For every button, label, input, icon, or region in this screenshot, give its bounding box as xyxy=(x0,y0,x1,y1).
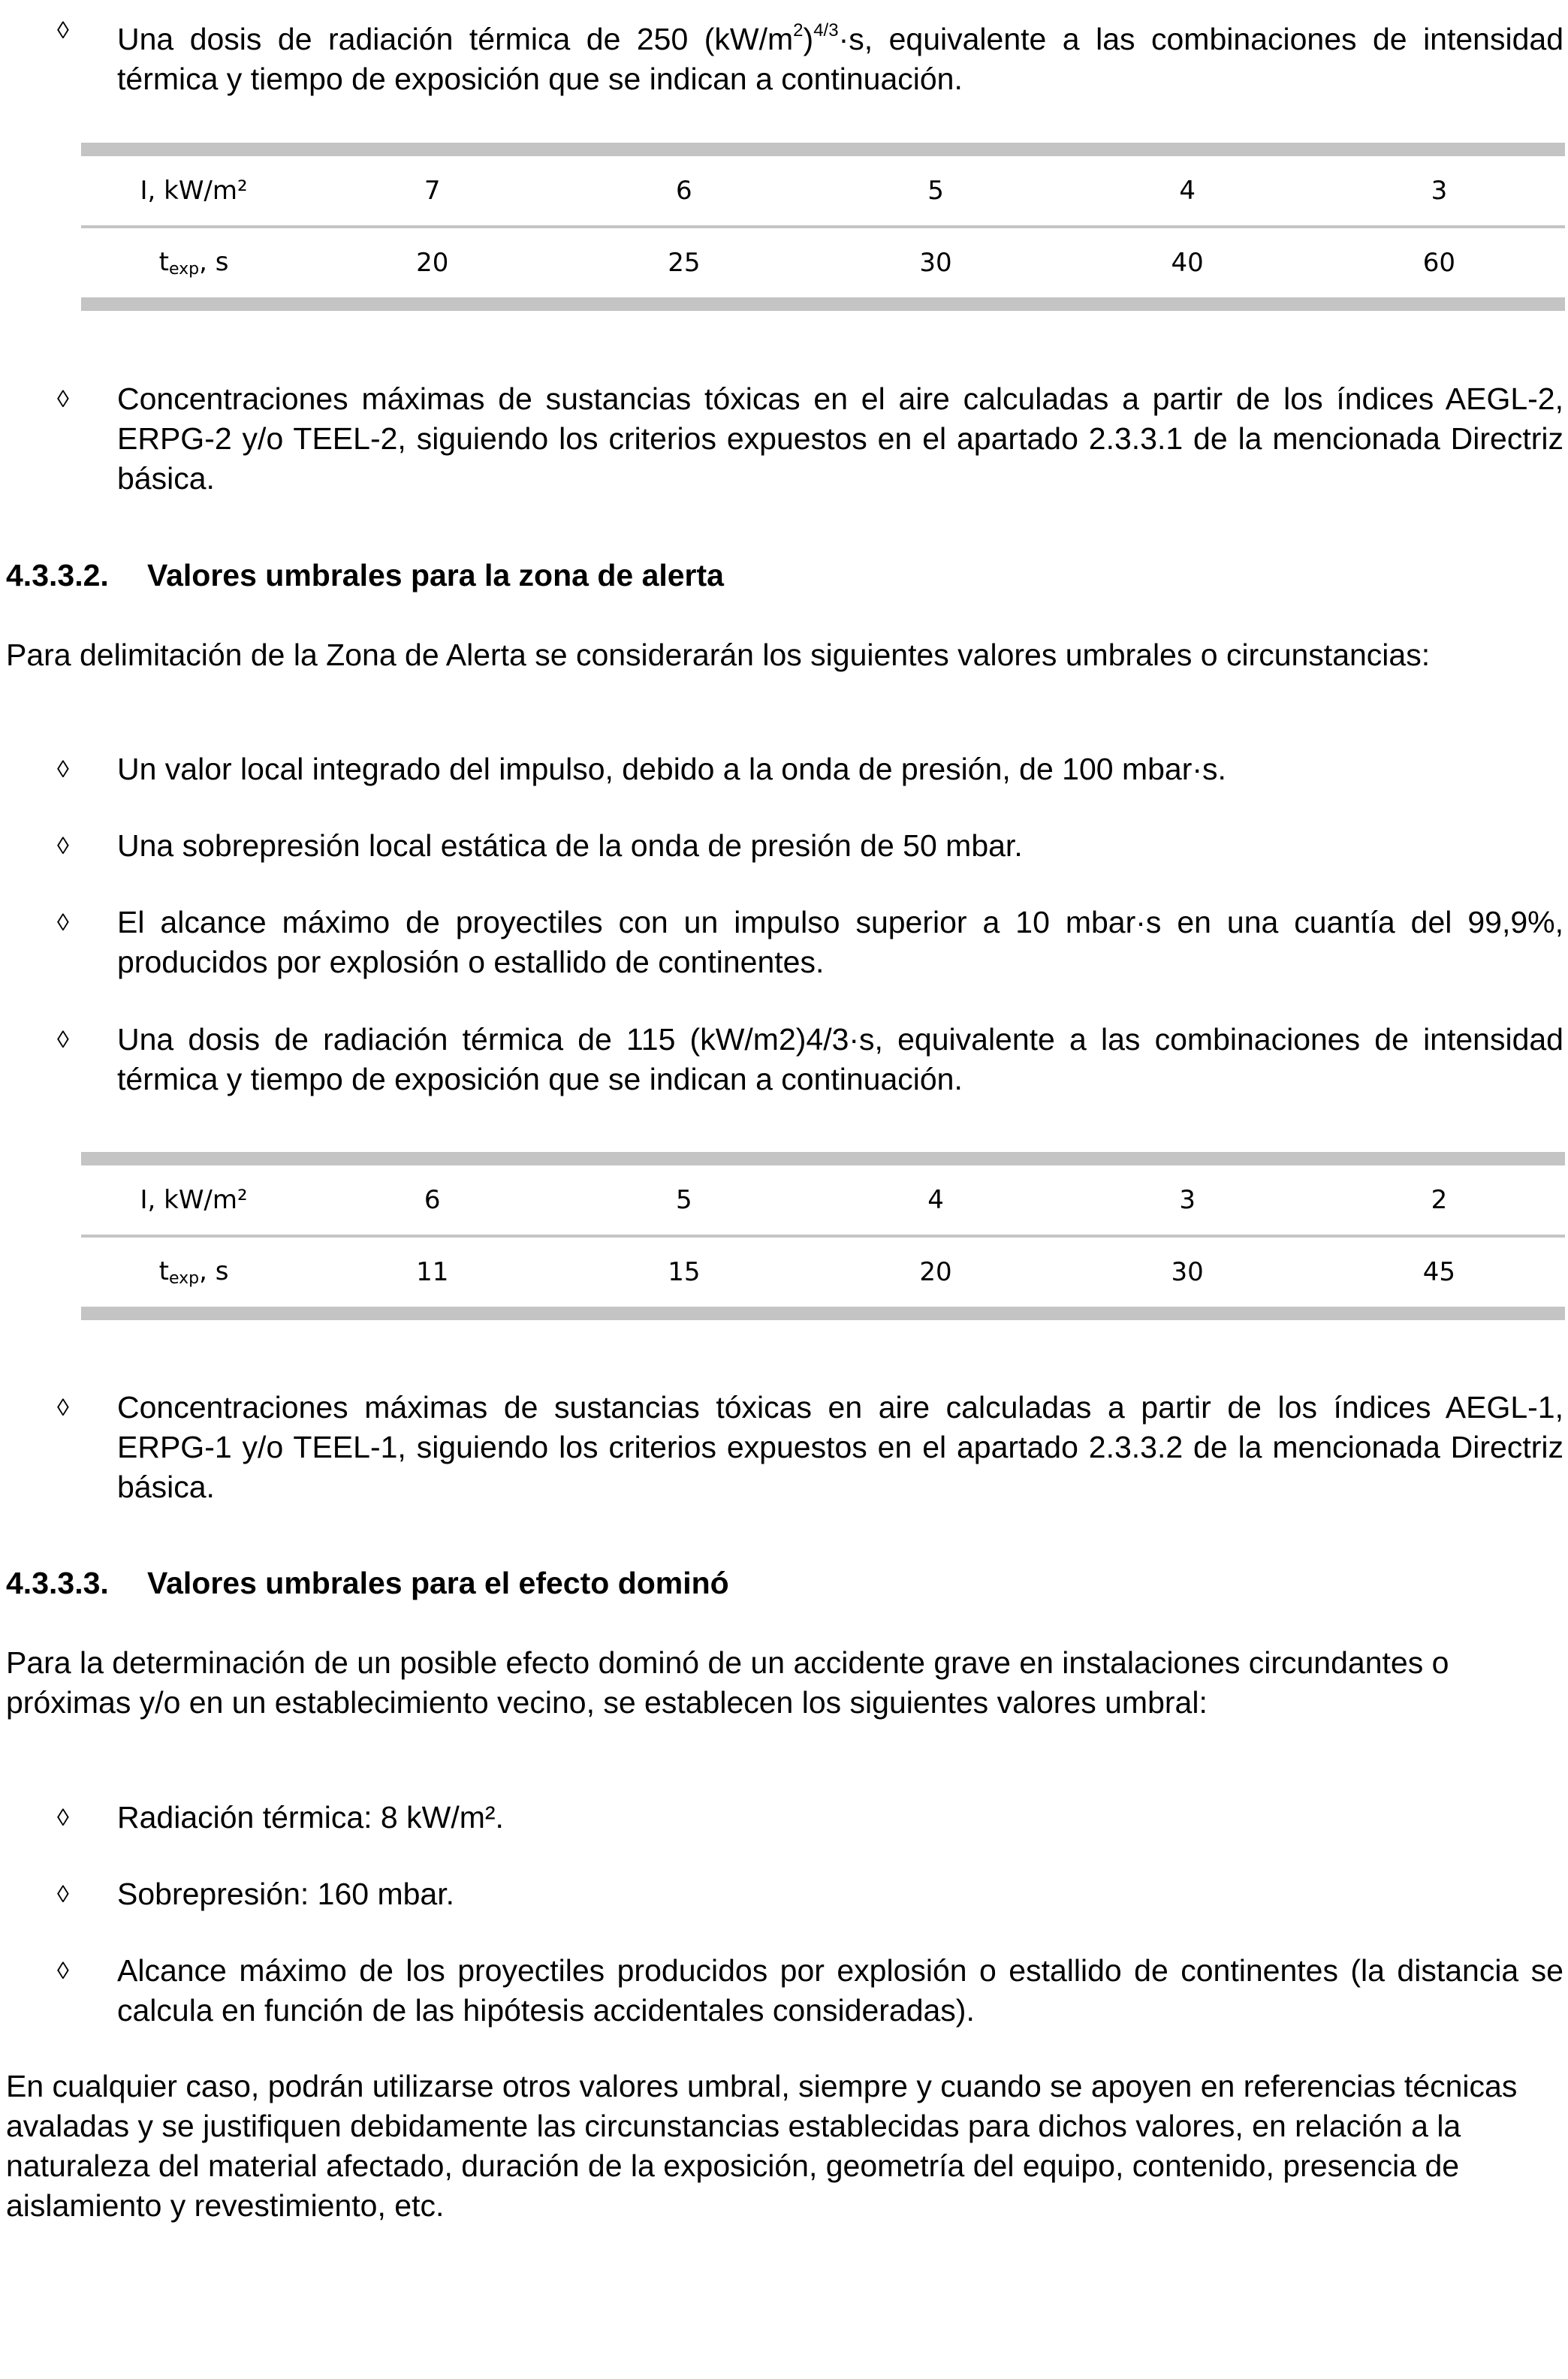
row-label-time: $t_{exp}$, s xyxy=(158,247,229,279)
bullet-text: Una dosis de radiación térmica de 115 (kW/m2)4/3·s, equivalente a las combinaciones de intensidad térmica y tiempo de exposición que se indican a continuación. xyxy=(117,1022,1563,1096)
thermal-table-115 xyxy=(81,1152,1565,1320)
row-label-intensity: I, kW/m² xyxy=(81,149,306,227)
table-cell: 7 xyxy=(306,149,558,227)
paragraph-domino-intro: Para la determinación de un posible efecto dominó de un accidente grave en instalaciones circundantes o próximas y/o en un establecimiento vecino, se establecen los siguientes valores umbral: xyxy=(6,1645,1449,1720)
bullet-text: El alcance máximo de proyectiles con un impulso superior a 10 mbar·s en una cuantía del 99,9%, producidos por explosión o estallido de continentes. xyxy=(117,905,1563,979)
table-cell: 20 xyxy=(416,248,449,278)
table-row-intensity xyxy=(81,149,1565,227)
table-row-intensity xyxy=(81,1159,1565,1236)
table-cell: 6 xyxy=(558,149,810,227)
bullet-text: Alcance máximo de los proyectiles producidos por explosión o estallido de continentes (la distancia se calcula en función de las hipótesis accidentales consideradas). xyxy=(117,1953,1563,2028)
bullet-marker: ◊ xyxy=(57,832,69,859)
bullet-marker: ◊ xyxy=(57,1394,69,1421)
table-cell: 5 xyxy=(810,149,1061,227)
table-row-time xyxy=(81,227,1565,304)
table-cell: 25 xyxy=(668,248,701,278)
section-number: 4.3.3.2. xyxy=(6,558,109,592)
paragraph-alerta-intro: Para delimitación de la Zona de Alerta se considerarán los siguientes valores umbrales o circunstancias: xyxy=(6,638,1431,672)
row-label-time: $t_{exp}$, s xyxy=(158,1256,229,1288)
section-heading-domino xyxy=(6,1563,729,1603)
row-label-intensity: I, kW/m² xyxy=(81,1159,306,1236)
section-number: 4.3.3.3. xyxy=(6,1566,109,1600)
bullet-marker: ◊ xyxy=(57,755,69,782)
table-cell: 60 xyxy=(1422,248,1456,278)
table-cell: 3 xyxy=(1313,149,1565,227)
bullet-text: Una dosis de radiación térmica de 250 $(kW/m^2)^{4/3}\cdot s$, equivalente a las combinaciones de intensidad térmica y tiempo de exposición que se indican a continuación. xyxy=(117,20,1563,96)
bullet-text: Un valor local integrado del impulso, debido a la onda de presión, de 100 mbar·s. xyxy=(117,752,1226,786)
section-heading-alerta xyxy=(6,556,724,596)
table-cell: 15 xyxy=(668,1257,701,1287)
thermal-table-250 xyxy=(81,143,1565,311)
bullet-text: Una sobrepresión local estática de la onda de presión de 50 mbar. xyxy=(117,828,1023,863)
table-cell: 3 xyxy=(1062,1159,1313,1236)
table-cell: 4 xyxy=(810,1159,1061,1236)
table-cell: 4 xyxy=(1062,149,1313,227)
table-cell: 6 xyxy=(306,1159,558,1236)
paragraph-closing: En cualquier caso, podrán utilizarse otros valores umbral, siempre y cuando se apoyen en referencias técnicas avaladas y se justifiquen debidamente las circunstancias establecidas para dichos valores, en relación a la naturaleza del material afectado, duración de la exposición, geometría del equipo, contenido, presencia de aislamiento y revestimiento, etc. xyxy=(6,2069,1518,2223)
table-cell: 20 xyxy=(919,1257,952,1287)
bullet-marker: ◊ xyxy=(57,385,69,412)
table-cell: 40 xyxy=(1171,248,1204,278)
bullet-text: Concentraciones máximas de sustancias tóxicas en el aire calculadas a partir de los índices AEGL-2, ERPG-2 y/o TEEL-2, siguiendo los criterios expuestos en el apartado 2.3.3.1 de la mencionada Directriz básica. xyxy=(117,381,1563,496)
section-title: Valores umbrales para la zona de alerta xyxy=(147,558,724,592)
section-title: Valores umbrales para el efecto dominó xyxy=(147,1566,729,1600)
bullet-marker: ◊ xyxy=(57,1026,69,1053)
bullet-marker: ◊ xyxy=(57,909,69,936)
bullet-marker: ◊ xyxy=(57,1957,69,1984)
bullet-marker: ◊ xyxy=(57,1804,69,1831)
table-cell: 45 xyxy=(1422,1257,1456,1287)
table-cell: 5 xyxy=(558,1159,810,1236)
bullet-text: Concentraciones máximas de sustancias tóxicas en aire calculadas a partir de los índices AEGL-1, ERPG-1 y/o TEEL-1, siguiendo los criterios expuestos en el apartado 2.3.3.2 de la mencionada Directriz básica. xyxy=(117,1390,1563,1504)
bullet-text: Sobrepresión: 160 mbar. xyxy=(117,1877,454,1911)
table-cell: 30 xyxy=(1171,1257,1204,1287)
table-cell: 2 xyxy=(1313,1159,1565,1236)
table-cell: 11 xyxy=(416,1257,449,1287)
bullet-text: Radiación térmica: 8 kW/m². xyxy=(117,1800,504,1835)
bullet-marker: ◊ xyxy=(57,17,69,44)
table-row-time xyxy=(81,1236,1565,1313)
table-cell: 30 xyxy=(919,248,952,278)
bullet-marker: ◊ xyxy=(57,1880,69,1907)
